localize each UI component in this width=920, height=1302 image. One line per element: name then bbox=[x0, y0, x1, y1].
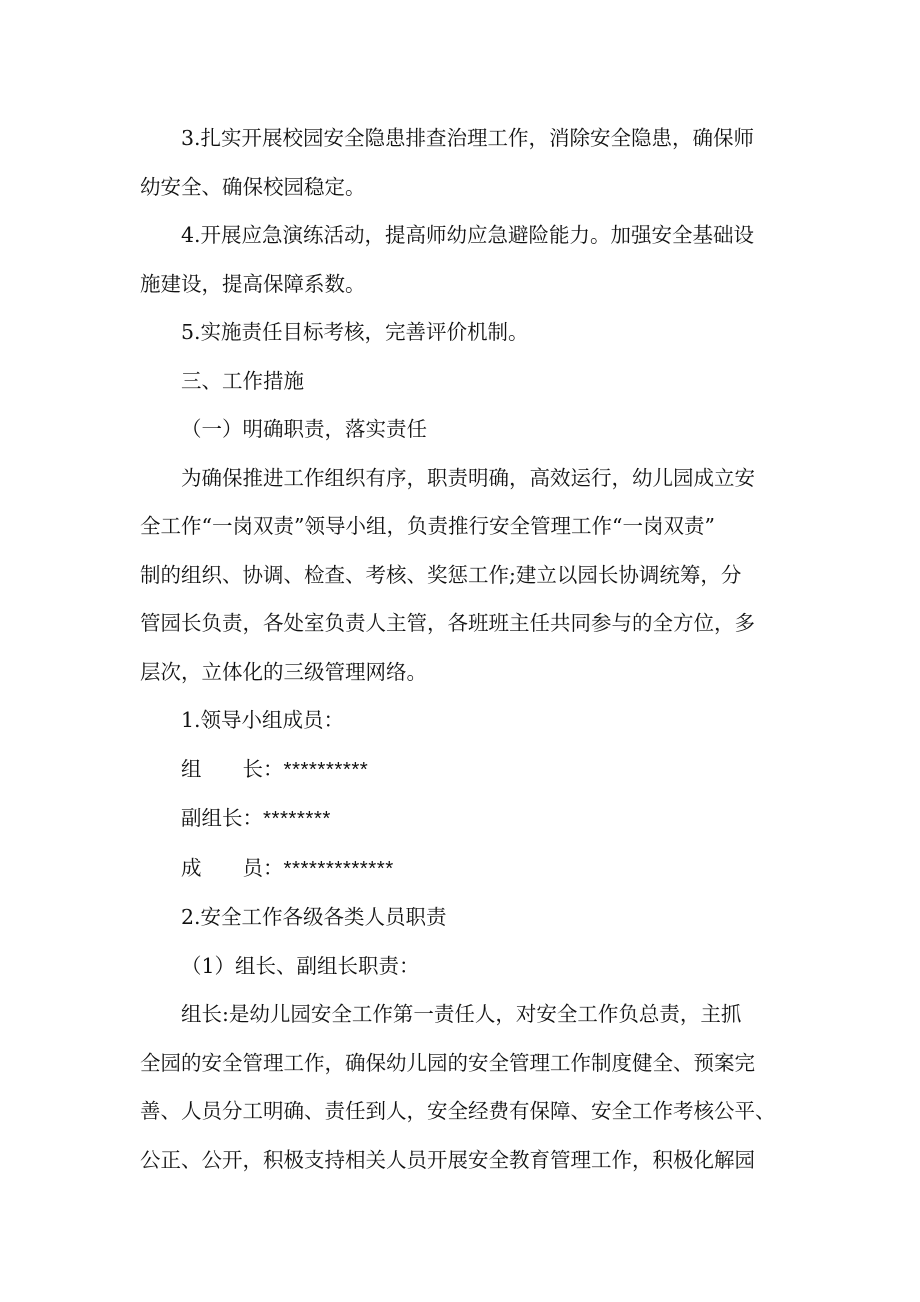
member-label: 组 长： bbox=[181, 756, 284, 781]
text-line: 全园的安全管理工作，确保幼儿园的安全管理工作制度健全、预案完 bbox=[140, 1050, 755, 1075]
text-line: 4.开展应急演练活动，提高师幼应急避险能力。加强安全基础设 bbox=[181, 223, 755, 247]
subsection-heading: （一）明确职责，落实责任 bbox=[181, 417, 427, 441]
text-line: 公正、公开，积极支持相关人员开展安全教育管理工作，积极化解园 bbox=[140, 1147, 755, 1172]
text-line: 为确保推进工作组织有序，职责明确，高效运行，幼儿园成立安 bbox=[181, 465, 755, 490]
member-value: ******** bbox=[263, 807, 331, 830]
text-line: 制的组织、协调、检查、考核、奖惩工作;建立以园长协调统筹，分 bbox=[140, 562, 742, 587]
list-heading: 1.领导小组成员： bbox=[181, 708, 345, 732]
text-line: 5.实施责任目标考核，完善评价机制。 bbox=[181, 320, 529, 344]
text-line: 幼安全、确保校园稳定。 bbox=[140, 174, 366, 199]
list-heading: 2.安全工作各级各类人员职责 bbox=[181, 905, 447, 929]
member-label: 副组长： bbox=[181, 806, 263, 830]
text-line: 层次，立体化的三级管理网络。 bbox=[140, 659, 427, 684]
subsection-heading: （1）组长、副组长职责： bbox=[181, 953, 420, 978]
section-heading: 三、工作措施 bbox=[181, 368, 304, 393]
text-line: 3.扎实开展校园安全隐患排查治理工作，消除安全隐患，确保师 bbox=[181, 126, 755, 150]
text-line: 管园长负责，各处室负责人主管，各班班主任共同参与的全方位，多 bbox=[140, 611, 755, 635]
text-line: 善、人员分工明确、责任到人，安全经费有保障、安全工作考核公平、 bbox=[140, 1099, 776, 1123]
text-line: 施建设，提高保障系数。 bbox=[140, 271, 366, 296]
member-row bbox=[140, 745, 785, 795]
member-label: 成 员： bbox=[181, 855, 284, 880]
text-line: 组长:是幼儿园安全工作第一责任人，对安全工作负总责，主抓 bbox=[181, 1002, 742, 1026]
member-row bbox=[140, 844, 785, 894]
member-value: ************* bbox=[283, 856, 394, 880]
text-line: 全工作“一岗双责”领导小组，负责推行安全管理工作“一岗双责” bbox=[140, 514, 715, 538]
member-row bbox=[140, 794, 785, 844]
member-value: ********** bbox=[283, 757, 369, 781]
document-body bbox=[140, 114, 785, 1184]
